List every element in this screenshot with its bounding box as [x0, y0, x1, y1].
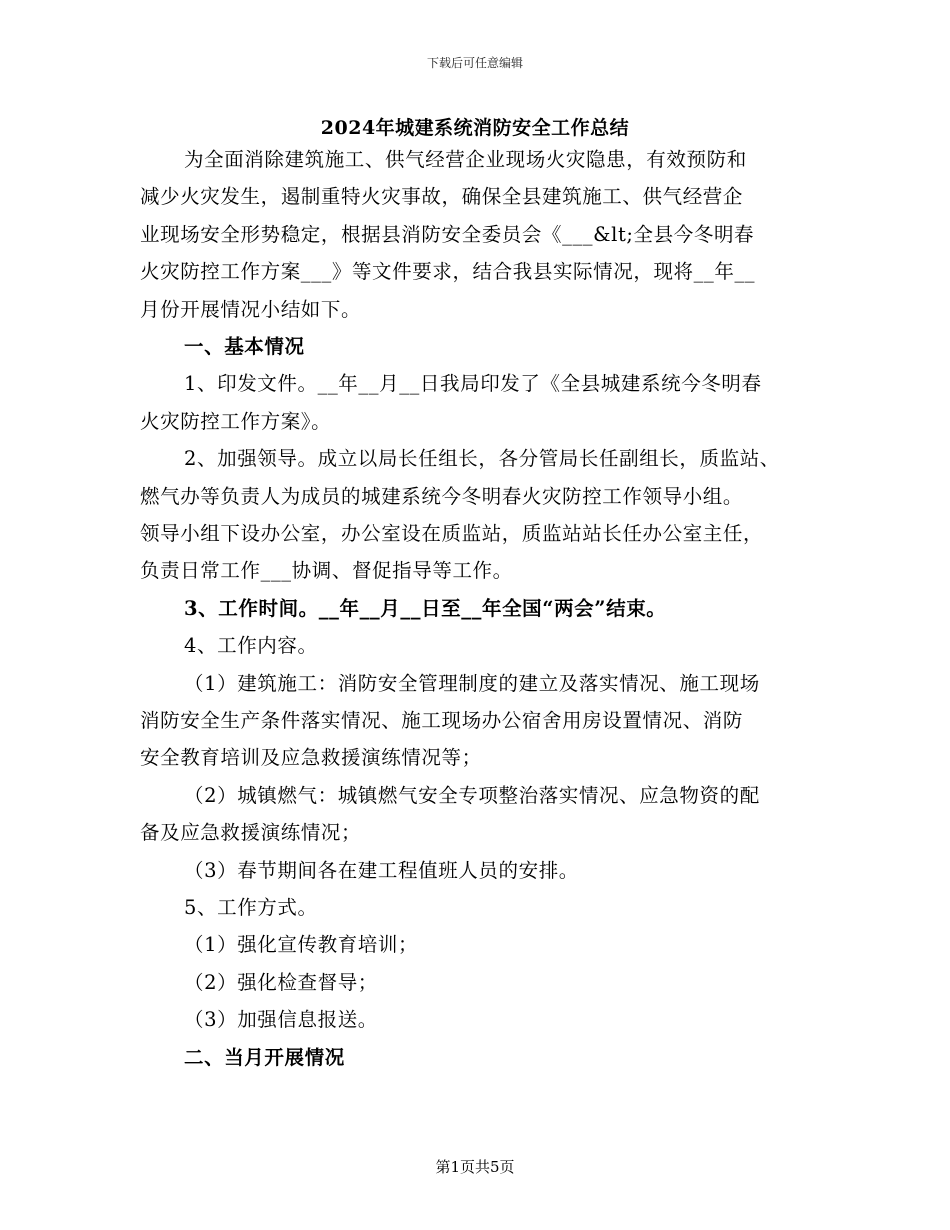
paragraph-line: （2）城镇燃气：城镇燃气安全专项整治落实情况、应急物资的配	[184, 783, 760, 807]
document-title: 2024年城建系统消防安全工作总结	[320, 117, 630, 139]
paragraph-line: （2）强化检查督导；	[184, 970, 378, 994]
section-heading-line: 一、基本情况	[184, 335, 305, 358]
paragraph-line: 业现场安全形势稳定，根据县消防安全委员会《___&lt;全县今冬明春	[140, 222, 755, 246]
paragraph-line: 负责日常工作___协调、督促指导等工作。	[140, 559, 513, 583]
paragraph-line: 2、加强领导。成立以局长任组长，各分管局长任副组长，质监站、	[184, 447, 780, 471]
paragraph-line: 1、印发文件。__年__月__日我局印发了《全县城建系统今冬明春	[184, 372, 762, 396]
paragraph-line: （1）强化宣传教育培训；	[184, 933, 419, 957]
paragraph-line: （3）加强信息报送。	[184, 1008, 378, 1032]
paragraph-line: 安全教育培训及应急救援演练情况等；	[140, 746, 482, 770]
header-note: 下载后可任意编辑	[426, 56, 523, 70]
paragraph-line: 月份开展情况小结如下。	[140, 297, 362, 321]
section-heading-line: 二、当月开展情况	[184, 1045, 345, 1069]
paragraph-line: （1）建筑施工：消防安全管理制度的建立及落实情况、施工现场	[184, 671, 760, 695]
paragraph-line: 4、工作内容。	[184, 634, 318, 658]
paragraph-line: 领导小组下设办公室，办公室设在质监站，质监站站长任办公室主任，	[140, 522, 764, 545]
paragraph-line: 备及应急救援演练情况；	[140, 821, 362, 845]
page-footer: 第1页共5页	[435, 1158, 515, 1176]
paragraph-line: 火灾防控工作方案》。	[140, 409, 332, 433]
paragraph-line: 燃气办等负责人为成员的城建系统今冬明春火灾防控工作领导小组。	[140, 484, 744, 508]
paragraph-line: 5、工作方式。	[184, 896, 318, 919]
section-heading-line: 3、工作时间。__年__月__日至__年全国“两会”结束。	[184, 596, 667, 620]
paragraph-line: 为全面消除建筑施工、供气经营企业现场火灾隐患，有效预防和	[184, 148, 747, 171]
paragraph-line: 消防安全生产条件落实情况、施工现场办公宿舍用房设置情况、消防	[140, 709, 744, 732]
paragraph-line: 减少火灾发生，遏制重特火灾事故，确保全县建筑施工、供气经营企	[140, 185, 744, 209]
paragraph-line: （3）春节期间各在建工程值班人员的安排。	[184, 858, 579, 882]
paragraph-line: 火灾防控工作方案___》等文件要求，结合我县实际情况，现将__年__	[140, 260, 756, 284]
